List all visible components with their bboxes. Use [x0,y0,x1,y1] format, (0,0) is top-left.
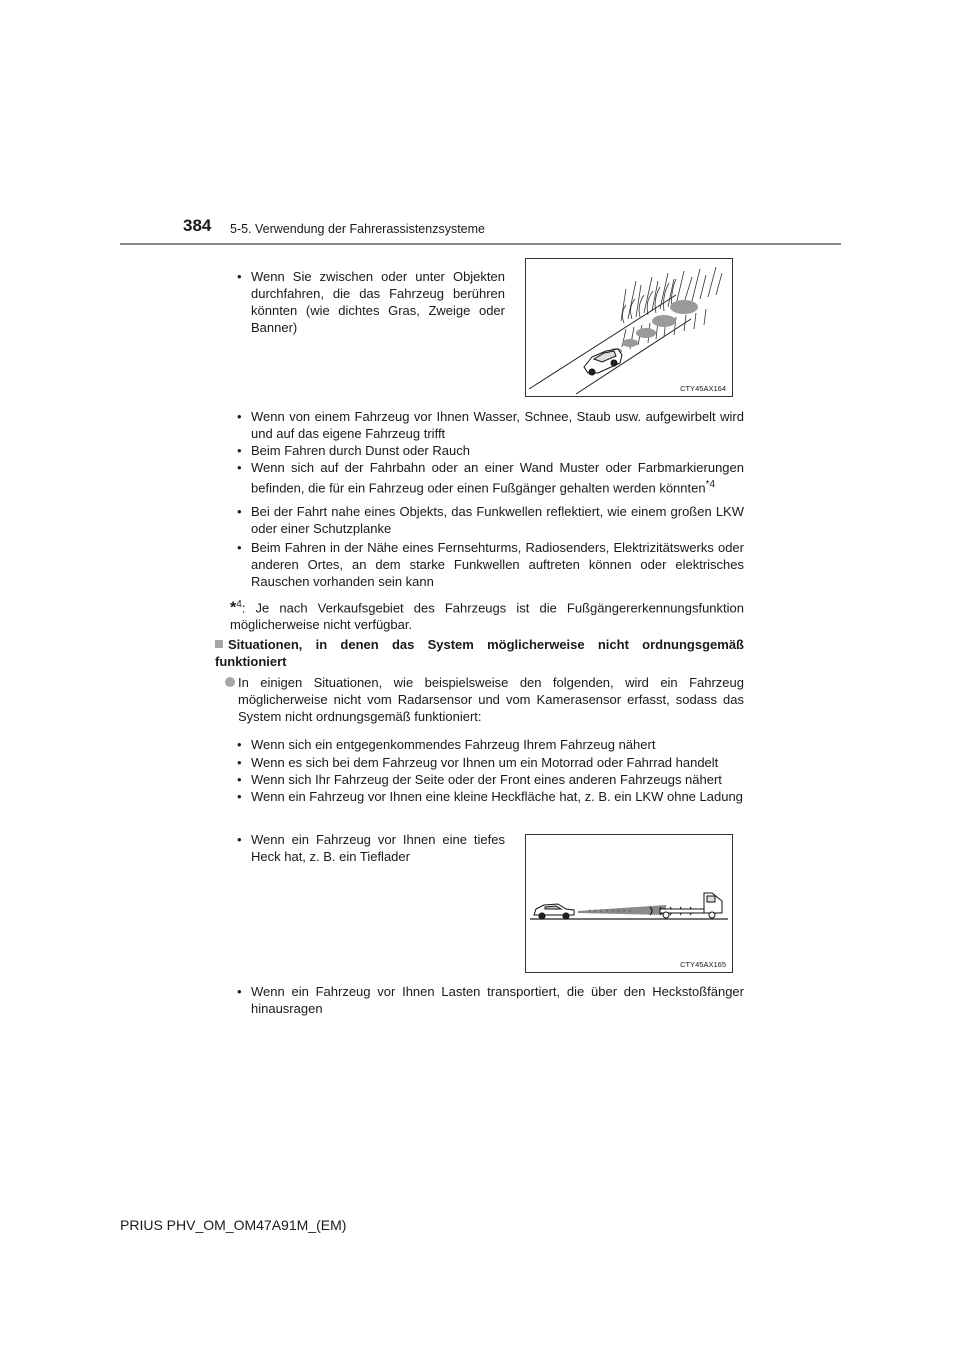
bullet-dot: • [237,443,242,458]
car-driving-through-grass-illustration [526,259,732,396]
bullet-text: Wenn Sie zwischen oder unter Objekten durchfahren, die das Fahrzeug berühren könnten (wie dichtes Gras, Zweige oder Banner) [251,269,505,335]
bullet-text: Wenn von einem Fahrzeug vor Ihnen Wasser, Schnee, Staub usw. aufgewirbelt wird und auf das eigene Fahrzeug trifft [251,409,744,441]
circle-bullet-icon [225,677,235,687]
figure-caption: CTY45AX165 [680,960,726,969]
car-behind-low-bed-truck-illustration [526,835,732,972]
bullet-item [237,831,505,865]
bullet-item [237,503,744,537]
header-rule [120,243,841,245]
bullet-text: Beim Fahren durch Dunst oder Rauch [251,443,470,458]
bullet-text: Beim Fahren in der Nähe eines Fernsehturms, Radiosenders, Elektrizitätswerks oder anderen Ortes, an dem starke Funkwellen auftreten können oder elektrisches Rauschen vorhanden sein kann [251,540,744,589]
bullet-text: Wenn sich auf der Fahrbahn oder an einer Wand Muster oder Farbmarkierungen befinden, die für ein Fahrzeug oder einen Fußgänger gehalten werden könnten$^{*4}$ [251,460,744,496]
bullet-text: Wenn es sich bei dem Fahrzeug vor Ihnen um ein Motorrad oder Fahrrad handelt [251,755,719,770]
section-heading: Situationen, in denen das System möglicherweise nicht ordnungsgemäß funktioniert [215,637,744,669]
bullet-dot: • [237,269,242,284]
footnote-text: : Je nach Verkaufsgebiet des Fahrzeugs ist die Fußgängererkennungsfunktion möglicherweise nicht verfügbar. [230,600,744,633]
bullet-text: Wenn ein Fahrzeug vor Ihnen eine kleine Heckfläche hat, z. B. ein LKW ohne Ladung [251,789,743,804]
bullet-text: Wenn ein Fahrzeug vor Ihnen eine tiefes Heck hat, z. B. ein Tieflader [251,832,505,864]
footnote-star: * [230,599,237,617]
bullet-dot: • [237,409,242,424]
page-number: 384 [183,216,212,235]
bullet-dot: • [237,789,242,804]
bullet-dot: • [237,984,242,999]
bullet-item [237,983,744,1017]
bullet-item [237,771,744,788]
footnote [230,596,744,633]
bullet-dot: • [237,460,242,475]
figure-low-bed-truck [525,834,733,973]
bullet-text: Wenn ein Fahrzeug vor Ihnen Lasten transportiert, die über den Heckstoßfänger hinausragen [251,984,744,1016]
section-title: 5-5. Verwendung der Fahrerassistenzsysteme [230,222,485,236]
intro-paragraph [215,674,744,725]
bullet-dot: • [237,540,242,555]
bullet-item [237,459,744,496]
bullet-text: Bei der Fahrt nahe eines Objekts, das Funkwellen reflektiert, wie einem großen LKW oder einer Schutzplanke [251,504,744,536]
bullet-text: Wenn sich Ihr Fahrzeug der Seite oder der Front eines anderen Fahrzeugs nähert [251,772,722,787]
bullet-item [237,268,505,336]
document-id-footer: PRIUS PHV_OM_OM47A91M_(EM) [120,1217,347,1233]
footnote-label: 4 [236,599,242,610]
figure-grass [525,258,733,397]
bullet-item [237,539,744,590]
bullet-dot: • [237,737,242,752]
bullet-item [237,788,744,805]
bullet-item [237,408,744,442]
bullet-dot: • [237,755,242,770]
svg-text:› › › › › › › ›: › › › › › › › › [588,906,632,915]
square-bullet-icon [215,640,223,648]
bullet-item [237,754,744,771]
bullet-dot: • [237,832,242,847]
bullet-text: Wenn sich ein entgegenkommendes Fahrzeug Ihrem Fahrzeug nähert [251,737,656,752]
figure-caption: CTY45AX164 [680,384,726,393]
footnote-reference: *4 [705,479,716,490]
intro-text: In einigen Situationen, wie beispielsweise den folgenden, wird ein Fahrzeug möglicherweise nicht vom Radarsensor und vom Kamerasensor erfasst, sodass das System nicht ordnungsgemäß funktioniert: [238,675,744,724]
bullet-item [237,442,744,459]
bullet-dot: • [237,504,242,519]
bullet-item [237,736,744,753]
bullet-dot: • [237,772,242,787]
